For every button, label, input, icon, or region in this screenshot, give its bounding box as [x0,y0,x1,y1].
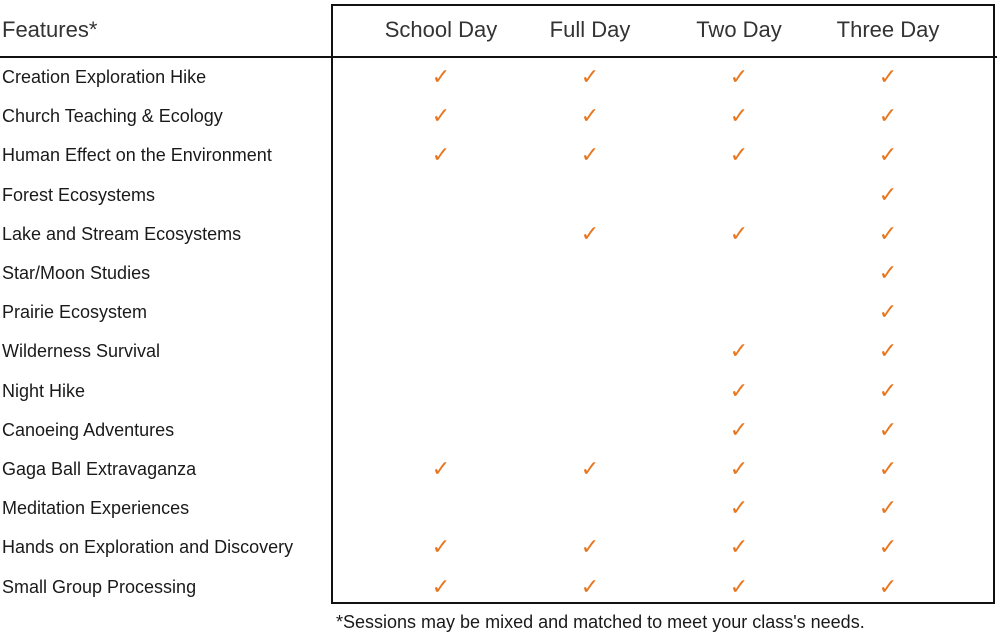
table-row [0,138,1000,177]
checkmark-icon: ✓ [878,574,898,600]
features-column-header: Features* [2,17,98,42]
table-row [0,217,1000,256]
table-row [0,256,1000,295]
feature-label: Forest Ecosystems [2,184,156,205]
checkmark-icon: ✓ [878,535,898,561]
checkmark-icon: ✓ [580,535,600,561]
checkmark-icon: ✓ [878,104,898,130]
feature-label: Small Group Processing [2,576,197,597]
table-row [0,452,1000,491]
feature-label: Lake and Stream Ecosystems [2,223,242,244]
feature-label: Wilderness Survival [2,341,161,362]
checkmark-icon: ✓ [878,378,898,404]
checkmark-icon: ✓ [878,221,898,247]
checkmark-icon: ✓ [729,378,749,404]
checkmark-icon: ✓ [878,496,898,522]
table-row [0,178,1000,217]
checkmark-icon: ✓ [431,65,451,90]
checkmark-icon: ✓ [729,104,749,130]
checkmark-icon: ✓ [878,417,898,443]
checkmark-icon: ✓ [878,143,898,169]
feature-label: Meditation Experiences [2,498,190,519]
column-header-two-day: Two Day [696,17,782,42]
checkmark-icon: ✓ [729,496,749,522]
checkmark-icon: ✓ [878,261,898,286]
checkmark-icon: ✓ [878,339,898,365]
checkmark-icon: ✓ [729,457,749,482]
checkmark-icon: ✓ [580,457,600,482]
checkmark-icon: ✓ [580,574,600,600]
column-header-full-day: Full Day [549,17,631,42]
table-row [0,374,1000,413]
checkmark-icon: ✓ [580,65,600,90]
feature-label: Church Teaching & Ecology [2,106,223,127]
footnote: *Sessions may be mixed and matched to meet your class's needs. [336,612,865,632]
feature-label: Night Hike [2,380,86,401]
checkmark-icon: ✓ [878,457,898,482]
checkmark-icon: ✓ [729,65,749,90]
header-divider [0,56,997,58]
table-row [0,530,1000,569]
feature-label: Star/Moon Studies [2,263,151,283]
checkmark-icon: ✓ [729,535,749,561]
feature-label: Gaga Ball Extravaganza [2,459,197,479]
checkmark-icon: ✓ [431,457,451,482]
column-header-school-day: School Day [384,17,498,42]
checkmark-icon: ✓ [729,143,749,169]
table-row [0,60,1000,99]
feature-label: Prairie Ecosystem [2,302,148,323]
checkmark-icon: ✓ [580,143,600,169]
checkmark-icon: ✓ [431,574,451,600]
table-row [0,491,1000,530]
checkmark-icon: ✓ [580,221,600,247]
checkmark-icon: ✓ [878,65,898,90]
table-row [0,413,1000,452]
column-header-three-day: Three Day [836,17,940,42]
checkmark-icon: ✓ [431,535,451,561]
table-row [0,99,1000,138]
checkmark-icon: ✓ [729,339,749,365]
feature-label: Canoeing Adventures [2,419,175,440]
feature-label: Creation Exploration Hike [2,67,207,87]
checkmark-icon: ✓ [878,182,898,208]
table-row [0,334,1000,373]
table-row [0,570,1000,609]
checkmark-icon: ✓ [431,104,451,130]
checkmark-icon: ✓ [878,300,898,326]
checkmark-icon: ✓ [729,574,749,600]
checkmark-icon: ✓ [729,417,749,443]
checkmark-icon: ✓ [580,104,600,130]
feature-label: Human Effect on the Environment [2,145,272,166]
checkmark-icon: ✓ [729,221,749,247]
checkmark-icon: ✓ [431,143,451,169]
feature-label: Hands on Exploration and Discovery [2,537,294,558]
table-row [0,295,1000,334]
